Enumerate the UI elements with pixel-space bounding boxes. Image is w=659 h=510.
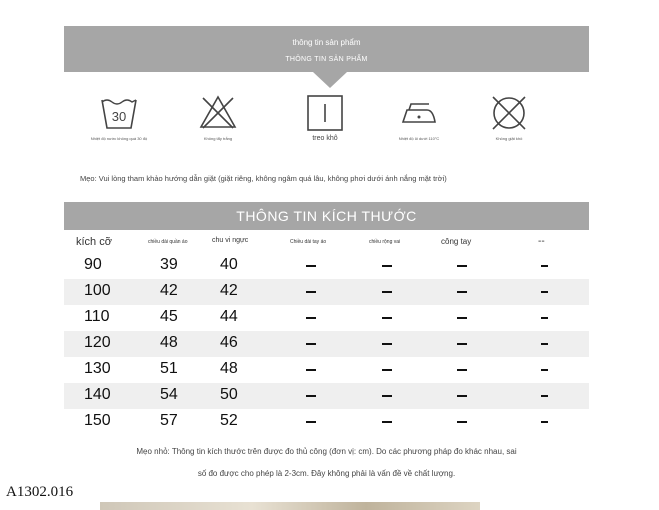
cuff-dash xyxy=(457,291,467,293)
cuff-dash xyxy=(457,317,467,319)
header-length: chiều dài quần áo xyxy=(148,239,188,245)
care-label-iron: Nhiệt độ ủi dưới 110°C xyxy=(398,136,440,141)
length-cell: 45 xyxy=(160,308,178,325)
size-cell: 120 xyxy=(84,334,111,351)
chest-cell: 40 xyxy=(220,256,238,273)
cuff-dash xyxy=(457,395,467,397)
sleeve-dash xyxy=(306,291,316,293)
sleeve-dash xyxy=(306,343,316,345)
shoulder-dash xyxy=(382,421,392,423)
cuff-dash xyxy=(457,265,467,267)
sleeve-dash xyxy=(306,317,316,319)
svg-text:30: 30 xyxy=(111,109,127,124)
extra-dash xyxy=(541,291,548,293)
table-row xyxy=(64,409,589,435)
size-cell: 110 xyxy=(84,308,110,325)
header-extra: -- xyxy=(538,236,545,247)
care-label-bleach: Không tẩy trắng xyxy=(203,136,233,141)
care-label-dry-clean: Không giặt khô xyxy=(495,136,523,141)
size-note-line2: số đo được cho phép là 2-3cm. Đây không phải là vấn đề về chất lượng. xyxy=(197,469,456,478)
sleeve-dash xyxy=(306,265,316,267)
cuff-dash xyxy=(457,369,467,371)
size-note-line1: Mẹo nhỏ: Thông tin kích thước trên được đo thủ công (đơn vị: cm). Do các phương pháp đo khác nhau, sai xyxy=(136,447,517,456)
size-cell: 140 xyxy=(84,386,111,403)
header-sleeve: Chiều dài tay áo xyxy=(290,239,327,245)
cuff-dash xyxy=(457,343,467,345)
care-item-bleach xyxy=(168,92,268,141)
chest-cell: 50 xyxy=(220,386,238,403)
cuff-dash xyxy=(457,421,467,423)
chest-cell: 52 xyxy=(220,412,238,429)
extra-dash xyxy=(541,421,548,423)
chest-cell: 42 xyxy=(220,282,238,299)
length-cell: 39 xyxy=(160,256,178,273)
product-code: A1302.016 xyxy=(6,484,74,500)
care-item-hang xyxy=(275,92,375,142)
care-item-dry-clean xyxy=(459,92,559,141)
care-item-iron xyxy=(369,92,469,141)
header-shoulder: chiều rộng vai xyxy=(369,239,401,245)
care-item-wash xyxy=(69,92,169,141)
extra-dash xyxy=(541,317,548,319)
chest-cell: 48 xyxy=(220,360,238,377)
length-cell: 57 xyxy=(160,412,178,429)
length-cell: 48 xyxy=(160,334,178,351)
size-cell: 130 xyxy=(84,360,111,377)
product-info-subtitle: THÔNG TIN SẢN PHẨM xyxy=(285,56,368,63)
extra-dash xyxy=(541,343,548,345)
shoulder-dash xyxy=(382,395,392,397)
hang-dry-icon xyxy=(305,92,345,132)
table-row xyxy=(64,357,589,383)
table-row xyxy=(64,383,589,409)
length-cell: 51 xyxy=(160,360,178,377)
header-chest: chu vi ngực xyxy=(212,237,249,244)
sleeve-dash xyxy=(306,369,316,371)
chest-cell: 44 xyxy=(220,308,238,325)
shoulder-dash xyxy=(382,317,392,319)
no-dry-clean-icon xyxy=(489,92,529,132)
table-row xyxy=(64,253,589,279)
table-row xyxy=(64,279,589,305)
shoulder-dash xyxy=(382,369,392,371)
care-icons-row xyxy=(64,92,589,162)
care-tip: Mẹo: Vui lòng tham khảo hướng dẫn giặt (giặt riêng, không ngâm quá lâu, không phơi dưới ánh nắng mặt trời) xyxy=(80,174,447,183)
sleeve-dash xyxy=(306,421,316,423)
size-table-header xyxy=(64,231,589,253)
product-photo-edge xyxy=(100,502,480,510)
extra-dash xyxy=(541,395,548,397)
size-cell: 90 xyxy=(84,256,102,273)
shoulder-dash xyxy=(382,265,392,267)
length-cell: 42 xyxy=(160,282,178,299)
header-cuff: công tay xyxy=(441,237,472,246)
table-row xyxy=(64,331,589,357)
extra-dash xyxy=(541,369,548,371)
product-info-header xyxy=(64,26,589,72)
no-bleach-icon xyxy=(198,92,238,132)
size-info-title: THÔNG TIN KÍCH THƯỚC xyxy=(236,208,417,224)
sleeve-dash xyxy=(306,395,316,397)
size-table-body xyxy=(64,253,589,435)
size-cell: 100 xyxy=(84,282,111,299)
care-label-hang: treo khô xyxy=(312,135,338,142)
care-label-wash: Nhiệt độ nước không quá 30 độ xyxy=(90,136,148,141)
wash-30-icon xyxy=(99,92,139,132)
header-pointer xyxy=(313,72,347,88)
iron-icon xyxy=(399,92,439,132)
extra-dash xyxy=(541,265,548,267)
chest-cell: 46 xyxy=(220,334,238,351)
shoulder-dash xyxy=(382,343,392,345)
shoulder-dash xyxy=(382,291,392,293)
product-info-title: thông tin sản phẩm xyxy=(292,38,361,47)
table-row xyxy=(64,305,589,331)
header-size: kích cỡ xyxy=(76,236,112,248)
size-info-header xyxy=(64,202,589,230)
length-cell: 54 xyxy=(160,386,178,403)
size-cell: 150 xyxy=(84,412,111,429)
